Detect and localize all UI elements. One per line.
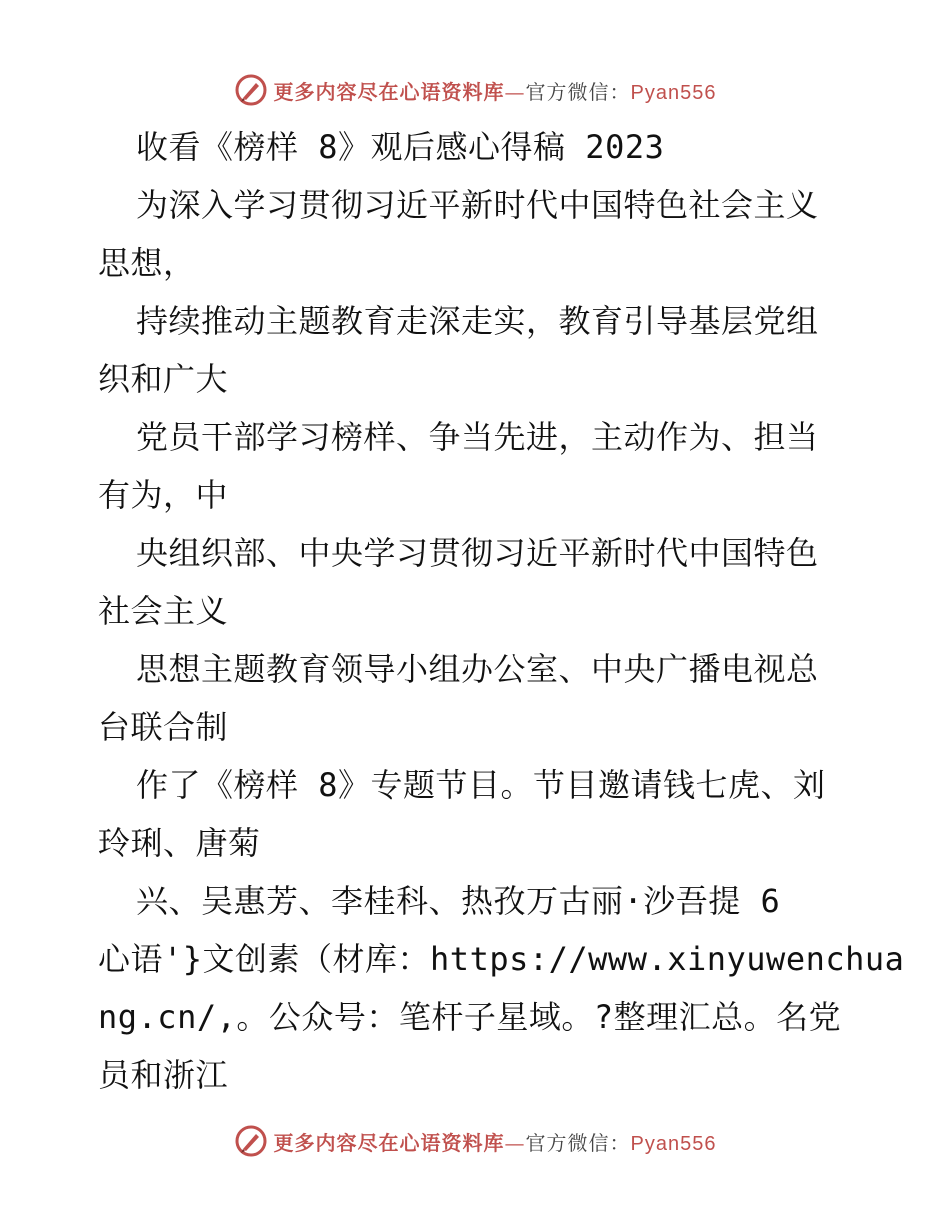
- banner-wechat-id: Pyan556: [630, 1132, 717, 1155]
- pen-logo-icon: [234, 1124, 268, 1158]
- pen-logo-icon: [234, 73, 268, 107]
- text-line: 兴、吴惠芳、李桂科、热孜万古丽·沙吾提 6: [136, 882, 781, 920]
- text-line: 持续推动主题教育走深走实，教育引导基层党组: [136, 302, 819, 340]
- banner-dash: —: [504, 79, 526, 104]
- text-line: 收看《榜样 8》观后感心得稿 2023: [136, 128, 665, 166]
- banner-main-text: 更多内容尽在心语资料库: [273, 79, 505, 104]
- header-banner: [0, 70, 950, 110]
- text-line: 为深入学习贯彻习近平新时代中国特色社会主义: [136, 186, 819, 224]
- footer-banner: [0, 1121, 950, 1161]
- text-line: 心语'}文创素（材库：https://www.xinyuwenchua: [98, 940, 905, 978]
- text-line: ng.cn/,。公众号：笔杆子星域。?整理汇总。名党: [98, 998, 842, 1036]
- text-line: 党员干部学习榜样、争当先进，主动作为、担当: [136, 418, 819, 456]
- text-line: 作了《榜样 8》专题节目。节目邀请钱七虎、刘: [136, 766, 826, 804]
- document-body: [98, 118, 905, 1104]
- banner-main-text: 更多内容尽在心语资料库: [273, 1130, 505, 1155]
- banner-sub-text: 官方微信：: [525, 1130, 631, 1155]
- banner-dash: —: [504, 1130, 526, 1155]
- text-line: 台联合制: [98, 708, 229, 746]
- text-line: 思想主题教育领导小组办公室、中央广播电视总: [136, 650, 819, 688]
- text-line: 织和广大: [98, 360, 229, 398]
- banner-wechat-id: Pyan556: [630, 81, 717, 104]
- text-line: 社会主义: [98, 592, 229, 630]
- text-line: 央组织部、中央学习贯彻习近平新时代中国特色: [136, 534, 819, 572]
- text-line: 有为，中: [98, 476, 229, 514]
- banner-sub-text: 官方微信：: [525, 79, 631, 104]
- text-line: 员和浙江: [98, 1056, 229, 1094]
- text-line: 玲琍、唐菊: [98, 824, 261, 862]
- text-line: 思想，: [98, 244, 196, 282]
